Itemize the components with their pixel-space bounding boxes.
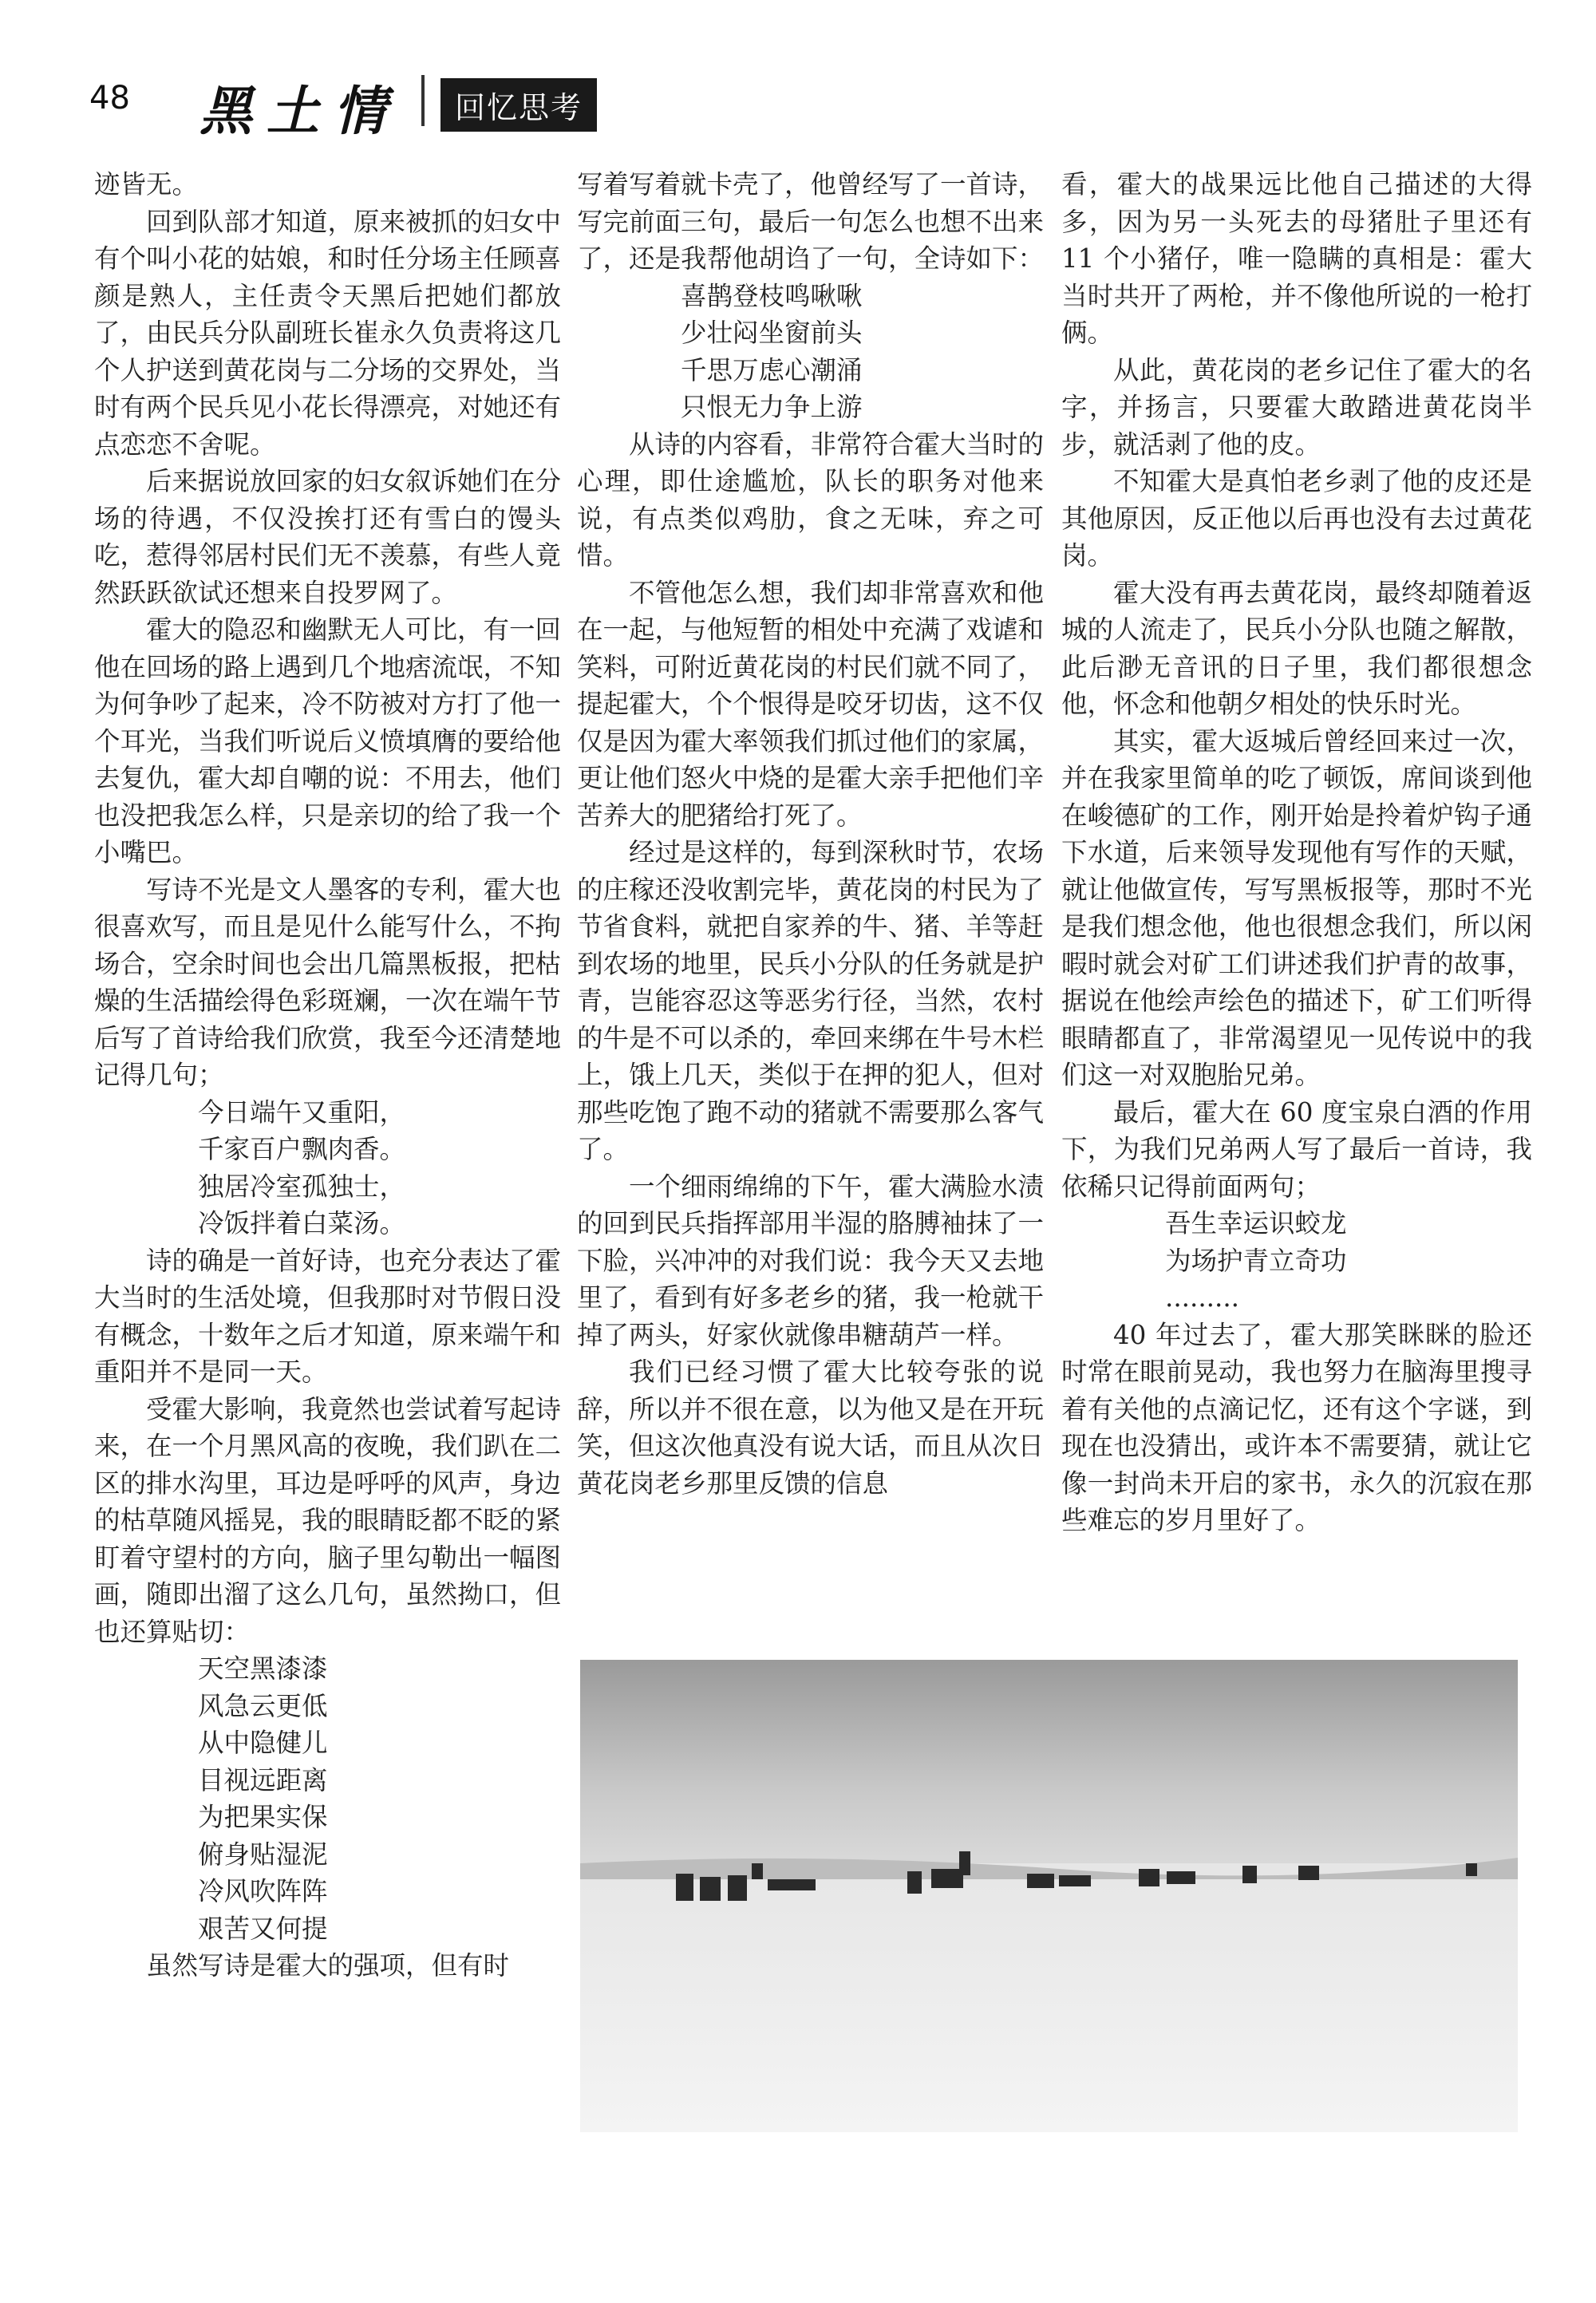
paragraph: 写着写着就卡壳了，他曾经写了一首诗，写完前面三句，最后一句怎么也想不出来了，还是我帮他胡诌了一句，全诗如下： (577, 169, 1045, 274)
paragraph: 迹皆无。 (94, 169, 199, 199)
paragraph: 霍大没有再去黄花岗，最终却随着返城的人流走了，民兵小分队也随之解散，此后渺无音讯的日子里，我们都很想念他，怀念和他朝夕相处的快乐时光。 (1061, 577, 1532, 719)
poem-line: 天空黑漆漆 (198, 1653, 328, 1684)
paragraph: 从诗的内容看，非常符合霍大当时的心理，即仕途尴尬，队长的职务对他来说，有点类似鸡肋，食之无味，弃之可惜。 (577, 429, 1045, 571)
text-column-3 (1061, 166, 1532, 1539)
paragraph: 霍大的隐忍和幽默无人可比，有一回他在回场的路上遇到几个地痞流氓，不知为何争吵了起来，冷不防被对方打了他一个耳光，当我们听说后义愤填膺的要给他去复仇，霍大却自嘲的说：不用去，他们也没把我怎么样，只是亲切的给了我一个小嘴巴。 (94, 614, 562, 867)
poem-line: 千家百户飘肉香。 (198, 1134, 406, 1164)
paragraph: 经过是这样的，每到深秋时节，农场的庄稼还没收割完毕，黄花岗的村民为了节省食料，就把自家养的牛、猪、羊等赶到农场的地里，民兵小分队的任务就是护青，岂能容忍这等恶劣行径，当然，农村的牛是不可以杀的，牵回来绑在牛号木栏上，饿上几天，类似于在押的犯人，但对那些吃饱了跑不动的猪就不需要那么客气了。 (577, 837, 1045, 1164)
poem-line: 目视远距离 (198, 1764, 328, 1795)
page-header (0, 0, 1596, 160)
paragraph: 写诗不光是文人墨客的专利，霍大也很喜欢写，而且是见什么能写什么，不拘场合，空余时间也会出几篇黑板报，把枯燥的生活描绘得色彩斑斓，一次在端午节后写了首诗给我们欣赏，我至今还清楚地记得几句； (94, 874, 562, 1090)
paragraph: 不知霍大是真怕老乡剥了他的皮还是其他原因，反正他以后再也没有去过黄花岗。 (1061, 466, 1532, 571)
poem-line: 艰苦又何提 (198, 1913, 328, 1944)
poem-line: 俯身贴湿泥 (198, 1839, 328, 1870)
paragraph: 虽然写诗是霍大的强项，但有时 (146, 1950, 510, 1981)
poem-line: 为把果实保 (198, 1802, 328, 1832)
paragraph: 40 年过去了，霍大那笑眯眯的脸还时常在眼前晃动，我也努力在脑海里搜寻着有关他的点滴记忆，还有这个字谜，到现在也没猜出，或许本不需要猜，就让它像一封尚未开启的家书，永久的沉寂在那些难忘的岁月里好了。 (1061, 1319, 1532, 1535)
paragraph: 后来据说放回家的妇女叙诉她们在分场的待遇，不仅没挨打还有雪白的馒头吃，惹得邻居村民们无不羡慕，有些人竟然跃跃欲试还想来自投罗网了。 (94, 466, 562, 608)
text-column-1 (94, 166, 561, 1985)
horse-sleigh-image (580, 1660, 1518, 2132)
paragraph: 受霍大影响，我竟然也尝试着写起诗来，在一个月黑风高的夜晚，我们趴在二区的排水沟里，耳边是呼呼的风声，身边的枯草随风摇晃，我的眼睛眨都不眨的紧盯着守望村的方向，脑子里勾勒出一幅图画，随即出溜了这么几句，虽然拗口，但也还算贴切： (94, 1393, 562, 1647)
poem-line: 从中隐健儿 (198, 1728, 328, 1758)
snow-field-photo (580, 1660, 1518, 2132)
magazine-logo: 黑土情 (200, 80, 401, 142)
poem-line: 千思万虑心潮涌 (681, 354, 863, 385)
poem-line: 为场护青立奇功 (1165, 1245, 1347, 1276)
poem-line: 少壮闷坐窗前头 (681, 318, 863, 348)
poem-line: 今日端午又重阳， (198, 1096, 406, 1128)
paragraph: 其实，霍大返城后曾经回来过一次，并在我家里简单的吃了顿饭，席间谈到他在峻德矿的工作，刚开始是拎着炉钩子通下水道，后来领导发现他有写作的天赋，就让他做宣传，写写黑板报等，那时不光是我们想念他，他也很想念我们，所以闲暇时就会对矿工们讲述我们护青的故事，据说在他绘声绘色的描述下，矿工们听得眼睛都直了，非常渴望见一见传说中的我们这一对双胞胎兄弟。 (1061, 725, 1532, 1090)
poem-line: 喜鹊登枝鸣啾啾 (681, 280, 863, 311)
poem-line: 吾生幸运识蛟龙 (1165, 1208, 1347, 1238)
poem-line: 风急云更低 (198, 1690, 328, 1721)
header-divider (421, 75, 425, 126)
paragraph: 一个细雨绵绵的下午，霍大满脸水渍的回到民兵指挥部用半湿的胳膊袖抹了一下脸，兴冲冲的对我们说：我今天又去地里了，看到有好多老乡的猪，我一枪就干掉了两头，好家伙就像串糖葫芦一样。 (577, 1171, 1045, 1350)
paragraph: 不管他怎么想，我们却非常喜欢和他在一起，与他短暂的相处中充满了戏谑和笑料，可附近黄花岗的村民们就不同了，提起霍大，个个恨得是咬牙切齿，这不仅仅是因为霍大率领我们抓过他们的家属，更让他们怒火中烧的是霍大亲手把他们辛苦养大的肥猪给打死了。 (577, 577, 1045, 831)
paragraph: 诗的确是一首好诗，也充分表达了霍大当时的生活处境，但我那时对节假日没有概念，十数年之后才知道，原来端午和重阳并不是同一天。 (94, 1245, 562, 1387)
page-number: 48 (89, 80, 130, 117)
text-column-2 (577, 166, 1044, 1502)
paragraph: 回到队部才知道，原来被抓的妇女中有个叫小花的姑娘，和时任分场主任顾喜颜是熟人，主任责令天黑后把她们都放了，由民兵分队副班长崔永久负责将这几个人护送到黄花岗与二分场的交界处，当时有两个民兵见小花长得漂亮，对她还有点恋恋不舍呢。 (94, 206, 562, 460)
poem-line: 冷饭拌着白菜汤。 (198, 1208, 406, 1238)
paragraph: 我们已经习惯了霍大比较夸张的说辞，所以并不很在意，以为他又是在开玩笑，但这次他真没有说大话，而且从次日黄花岗老乡那里反馈的信息 (577, 1357, 1045, 1499)
poem-line: 只恨无力争上游 (681, 392, 863, 422)
section-label: 回忆思考 (440, 78, 597, 132)
paragraph: 看，霍大的战果远比他自己描述的大得多，因为另一头死去的母猪肚子里还有 11 个小猪仔，唯一隐瞒的真相是：霍大当时共开了两枪，并不像他所说的一枪打俩。 (1061, 169, 1532, 348)
poem-line: 冷风吹阵阵 (198, 1876, 328, 1906)
paragraph: 最后，霍大在 60 度宝泉白酒的作用下，为我们兄弟两人写了最后一首诗，我依稀只记得前面两句； (1061, 1096, 1532, 1202)
poem-line: ......... (1165, 1282, 1239, 1313)
paragraph: 从此，黄花岗的老乡记住了霍大的名字，并扬言，只要霍大敢踏进黄花岗半步，就活剥了他的皮。 (1061, 354, 1532, 460)
poem-line: 独居冷室孤独士， (198, 1171, 406, 1202)
